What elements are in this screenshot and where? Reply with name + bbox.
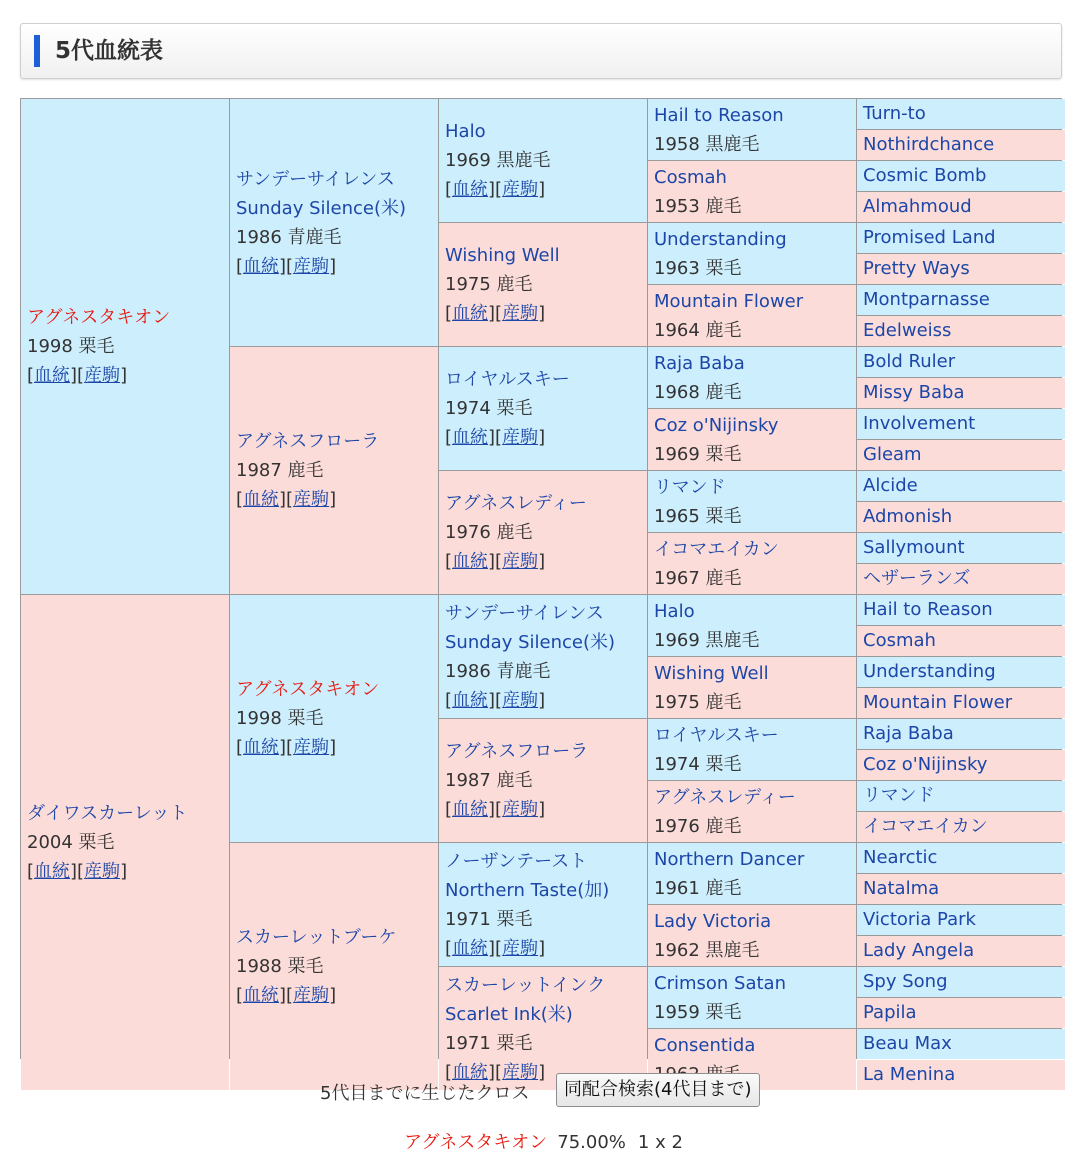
pedigree-cell-gen5 <box>857 967 1065 997</box>
horse-name-link[interactable]: Understanding <box>863 661 996 682</box>
progeny-link[interactable]: 産駒 <box>502 179 539 200</box>
pedigree-link[interactable]: 血統 <box>452 937 489 959</box>
pedigree-link[interactable]: 血統 <box>34 365 71 386</box>
pedigree-link[interactable]: 血統 <box>243 985 280 1006</box>
pedigree-cell-gen3 <box>439 223 647 346</box>
horse-name-link[interactable]: Promised Land <box>863 227 996 248</box>
pedigree-cell-gen5 <box>857 99 1065 129</box>
pedigree-cell-gen5 <box>857 347 1065 377</box>
pedigree-cell-gen4 <box>648 533 856 594</box>
pedigree-cell-gen4 <box>648 285 856 346</box>
horse-name-link[interactable]: ダイワスカーレット <box>27 803 188 824</box>
horse-name-link[interactable]: Pretty Ways <box>863 258 970 279</box>
horse-links: [血統][産駒] <box>445 551 546 572</box>
horse-birth-info: 1969 黒鹿毛 <box>445 150 551 171</box>
horse-links: [血統][産駒] <box>236 255 337 277</box>
pedigree-link[interactable]: 血統 <box>452 427 489 448</box>
pedigree-cell-gen5 <box>857 285 1065 315</box>
horse-name-link[interactable]: Consentida <box>654 1034 756 1056</box>
pedigree-cell-gen5 <box>857 719 1065 749</box>
pedigree-cell-gen3 <box>439 99 647 222</box>
horse-birth-info: 1986 青鹿毛 <box>445 660 551 682</box>
pedigree-cell-gen2 <box>230 595 438 842</box>
pedigree-cell-gen4 <box>648 161 856 222</box>
pedigree-cell-gen5 <box>857 254 1065 284</box>
pedigree-cell-gen4 <box>648 595 856 656</box>
horse-birth-info: 1987 鹿毛 <box>236 460 324 481</box>
pedigree-table <box>20 98 1062 1085</box>
pedigree-cell-gen5 <box>857 781 1065 811</box>
pedigree-link[interactable]: 血統 <box>243 255 280 277</box>
horse-name-link[interactable]: Cosmic Bomb <box>863 165 987 186</box>
horse-name-link[interactable]: Wishing Well <box>445 245 560 266</box>
pedigree-cell-gen4 <box>648 347 856 408</box>
horse-birth-info: 1987 鹿毛 <box>445 770 533 791</box>
pedigree-cell-gen3 <box>439 347 647 470</box>
pedigree-link[interactable]: 血統 <box>452 551 489 572</box>
horse-name-link[interactable]: Edelweiss <box>863 320 952 341</box>
horse-birth-info: 1958 黒鹿毛 <box>654 133 760 155</box>
pedigree-cell-gen1 <box>21 99 229 594</box>
horse-origin-name-link[interactable]: Northern Taste(加) <box>445 879 610 901</box>
pedigree-cell-gen5 <box>857 192 1065 222</box>
horse-birth-info: 1961 鹿毛 <box>654 877 742 899</box>
horse-links: [血統][産駒] <box>445 799 546 820</box>
pedigree-cell-gen3 <box>439 595 647 718</box>
horse-origin-name-link[interactable]: Scarlet Ink(米) <box>445 1003 573 1025</box>
horse-links: [血統][産駒] <box>236 985 337 1006</box>
pedigree-link[interactable]: 血統 <box>452 799 489 820</box>
pedigree-cell-gen5 <box>857 223 1065 253</box>
title-accent-bar <box>34 35 40 67</box>
progeny-link[interactable]: 産駒 <box>502 1061 539 1083</box>
horse-name-link[interactable]: スカーレットインク <box>445 974 606 996</box>
horse-birth-info: 1963 栗毛 <box>654 257 742 279</box>
horse-name-link[interactable]: Lady Victoria <box>654 910 772 932</box>
horse-name-link[interactable]: サンデーサイレンス <box>236 168 395 190</box>
progeny-link[interactable]: 産駒 <box>293 737 330 758</box>
pedigree-link[interactable]: 血統 <box>243 737 280 758</box>
pedigree-cell-gen4 <box>648 967 856 1028</box>
horse-origin-name-link[interactable]: Sunday Silence(米) <box>445 631 615 653</box>
horse-name-link[interactable]: Admonish <box>863 506 953 527</box>
horse-name-link[interactable]: Missy Baba <box>863 382 965 403</box>
horse-origin-name-link[interactable]: Sunday Silence(米) <box>236 197 406 219</box>
horse-name-link[interactable]: Montparnasse <box>863 289 990 310</box>
pedigree-cell-gen4 <box>648 99 856 160</box>
pedigree-cell-gen5 <box>857 688 1065 718</box>
horse-links: [血統][産駒] <box>236 489 337 510</box>
horse-name-link[interactable]: リマンド <box>654 476 726 498</box>
horse-name-link[interactable]: Sallymount <box>863 537 965 558</box>
horse-name-link[interactable]: Spy Song <box>863 971 948 992</box>
pedigree-cell-gen5 <box>857 564 1065 594</box>
pedigree-cell-gen5 <box>857 130 1065 160</box>
horse-name-link[interactable]: Alcide <box>863 475 918 496</box>
pedigree-cell-gen4 <box>648 471 856 532</box>
horse-links: [血統][産駒] <box>445 427 546 448</box>
progeny-link[interactable]: 産駒 <box>502 427 539 448</box>
pedigree-cell-gen4 <box>648 781 856 842</box>
pedigree-link[interactable]: 血統 <box>452 303 489 324</box>
horse-name-link[interactable]: ノーザンテースト <box>445 850 588 872</box>
progeny-link[interactable]: 産駒 <box>502 303 539 324</box>
pedigree-cell-gen3 <box>439 719 647 842</box>
pedigree-cell-gen5 <box>857 409 1065 439</box>
horse-birth-info: 1975 鹿毛 <box>445 274 533 295</box>
horse-name-link[interactable]: アグネスレディー <box>654 786 796 808</box>
pedigree-link[interactable]: 血統 <box>34 861 71 882</box>
pedigree-cell-gen5 <box>857 440 1065 470</box>
horse-birth-info: 1971 栗毛 <box>445 908 533 930</box>
horse-name-link[interactable]: Northern Dancer <box>654 848 805 870</box>
horse-name-link[interactable]: Lady Angela <box>863 940 975 961</box>
pedigree-cell-gen5 <box>857 378 1065 408</box>
horse-links: [血統][産駒] <box>445 179 546 200</box>
pedigree-link[interactable]: 血統 <box>243 489 280 510</box>
horse-name-link[interactable]: Coz o'Nijinsky <box>654 414 779 436</box>
pedigree-cell-gen5 <box>857 161 1065 191</box>
horse-name-link[interactable]: アグネスタキオン <box>236 679 380 700</box>
horse-birth-info: 1965 栗毛 <box>654 505 742 527</box>
horse-name-link[interactable]: Turn-to <box>863 103 926 124</box>
pedigree-link[interactable]: 血統 <box>452 1061 489 1083</box>
horse-birth-info: 1967 鹿毛 <box>654 567 742 589</box>
pedigree-cell-gen5 <box>857 471 1065 501</box>
horse-links: [血統][産駒] <box>236 737 337 758</box>
horse-name-link[interactable]: Victoria Park <box>863 909 976 930</box>
cross-percent: 75.00% <box>557 1132 626 1153</box>
pedigree-cell-gen4 <box>648 223 856 284</box>
pedigree-cell-gen4 <box>648 657 856 718</box>
pedigree-cell-gen5 <box>857 502 1065 532</box>
horse-birth-info: 1964 鹿毛 <box>654 319 742 341</box>
horse-links: [血統][産駒] <box>445 303 546 324</box>
horse-name-link[interactable]: ロイヤルスキー <box>445 369 570 390</box>
page-title: 5代血統表 <box>55 38 164 64</box>
cross-pattern: 1 x 2 <box>637 1132 683 1153</box>
progeny-link[interactable]: 産駒 <box>84 365 121 386</box>
horse-name-link[interactable]: Mountain Flower <box>654 290 804 312</box>
pedigree-cell-gen2 <box>230 99 438 346</box>
horse-name-link[interactable]: Bold Ruler <box>863 351 956 372</box>
horse-links: [血統][産駒] <box>27 365 128 386</box>
horse-name-link[interactable]: Halo <box>445 121 486 142</box>
horse-links: [血統][産駒] <box>27 861 128 882</box>
progeny-link[interactable]: 産駒 <box>293 489 330 510</box>
pedigree-cell-gen5 <box>857 874 1065 904</box>
horse-name-link[interactable]: Involvement <box>863 413 976 434</box>
progeny-link[interactable]: 産駒 <box>293 985 330 1006</box>
horse-name-link[interactable]: イコマエイカン <box>654 538 779 560</box>
progeny-link[interactable]: 産駒 <box>502 937 539 959</box>
horse-links: [血統][産駒] <box>445 689 546 711</box>
horse-name-link[interactable]: Gleam <box>863 444 922 465</box>
pedigree-cell-gen5 <box>857 843 1065 873</box>
horse-birth-info: 1962 黒鹿毛 <box>654 939 760 961</box>
horse-name-link[interactable]: アグネスタキオン <box>27 307 171 328</box>
horse-birth-info: 1974 栗毛 <box>654 753 742 775</box>
horse-birth-info: 1976 鹿毛 <box>445 522 533 543</box>
horse-name-link[interactable]: Raja Baba <box>654 352 745 374</box>
horse-name-link[interactable]: Mountain Flower <box>863 692 1013 713</box>
cross-result <box>404 1130 683 1156</box>
pedigree-cell-gen3 <box>439 967 647 1090</box>
progeny-link[interactable]: 産駒 <box>84 861 121 882</box>
horse-birth-info: 1998 栗毛 <box>27 336 115 357</box>
horse-name-link[interactable]: アグネスフローラ <box>236 431 380 452</box>
horse-name-link[interactable]: Understanding <box>654 228 787 250</box>
horse-birth-info: 1986 青鹿毛 <box>236 226 342 248</box>
pedigree-cell-gen5 <box>857 595 1065 625</box>
horse-birth-info: 1974 栗毛 <box>445 398 533 419</box>
horse-name-link[interactable]: Cosmah <box>654 166 727 188</box>
pedigree-link[interactable]: 血統 <box>452 179 489 200</box>
horse-name-link[interactable]: Nothirdchance <box>863 134 995 155</box>
pedigree-cell-gen4 <box>648 719 856 780</box>
progeny-link[interactable]: 産駒 <box>502 689 539 711</box>
horse-name-link[interactable]: Wishing Well <box>654 662 769 684</box>
pedigree-cell-gen4 <box>648 409 856 470</box>
horse-name-link[interactable]: Nearctic <box>863 847 938 868</box>
horse-name-link[interactable]: Halo <box>654 600 695 622</box>
horse-birth-info: 2004 栗毛 <box>27 832 115 853</box>
horse-name-link[interactable]: Hail to Reason <box>654 104 784 126</box>
horse-name-link[interactable]: アグネスフローラ <box>445 741 589 762</box>
pedigree-cell-gen4 <box>648 905 856 966</box>
horse-name-link[interactable]: Hail to Reason <box>863 599 993 620</box>
horse-birth-info: 1971 栗毛 <box>445 1032 533 1054</box>
horse-name-link[interactable]: サンデーサイレンス <box>445 602 604 624</box>
horse-birth-info: 1968 鹿毛 <box>654 381 742 403</box>
pedigree-cell-gen5 <box>857 657 1065 687</box>
same-mating-search-button[interactable]: 同配合検索(4代目まで) <box>556 1073 760 1107</box>
pedigree-cell-gen5 <box>857 626 1065 656</box>
pedigree-cell-gen2 <box>230 843 438 1090</box>
horse-birth-info: 1969 栗毛 <box>654 443 742 465</box>
horse-name-link[interactable]: Papila <box>863 1002 917 1023</box>
horse-birth-info: 1988 栗毛 <box>236 956 324 977</box>
cross-label: 5代目までに生じたクロス <box>320 1083 530 1104</box>
horse-name-link[interactable]: アグネスレディー <box>445 493 587 514</box>
pedigree-cell-gen5 <box>857 316 1065 346</box>
horse-name-link[interactable]: イコマエイカン <box>863 816 988 837</box>
horse-name-link[interactable]: Almahmoud <box>863 196 972 217</box>
horse-links: [血統][産駒] <box>445 937 546 959</box>
pedigree-cell-gen5 <box>857 533 1065 563</box>
horse-birth-info: 1976 鹿毛 <box>654 815 742 837</box>
pedigree-cell-gen5 <box>857 750 1065 780</box>
horse-birth-info: 1953 鹿毛 <box>654 195 742 217</box>
progeny-link[interactable]: 産駒 <box>293 255 330 277</box>
pedigree-cell-gen1 <box>21 595 229 1090</box>
pedigree-cell-gen5 <box>857 905 1065 935</box>
horse-name-link[interactable]: Natalma <box>863 878 940 899</box>
horse-name-link[interactable]: La Menina <box>863 1064 956 1085</box>
horse-name-link[interactable]: Cosmah <box>863 630 936 651</box>
pedigree-cell-gen4 <box>648 843 856 904</box>
pedigree-cell-gen5 <box>857 1029 1065 1059</box>
pedigree-link[interactable]: 血統 <box>452 689 489 711</box>
pedigree-cell-gen3 <box>439 471 647 594</box>
cross-horse-link[interactable]: アグネスタキオン <box>404 1132 548 1153</box>
pedigree-cell-gen5 <box>857 936 1065 966</box>
horse-name-link[interactable]: Coz o'Nijinsky <box>863 754 988 775</box>
section-header <box>20 23 1062 79</box>
horse-name-link[interactable]: リマンド <box>863 785 935 806</box>
horse-birth-info: 1969 黒鹿毛 <box>654 629 760 651</box>
horse-name-link[interactable]: ヘザーランズ <box>863 568 971 589</box>
horse-birth-info: 1998 栗毛 <box>236 708 324 729</box>
pedigree-cell-gen5 <box>857 998 1065 1028</box>
horse-links: [血統][産駒] <box>445 1061 546 1083</box>
horse-name-link[interactable]: ロイヤルスキー <box>654 724 779 746</box>
horse-name-link[interactable]: Raja Baba <box>863 723 954 744</box>
progeny-link[interactable]: 産駒 <box>502 799 539 820</box>
pedigree-cell-gen3 <box>439 843 647 966</box>
progeny-link[interactable]: 産駒 <box>502 551 539 572</box>
horse-name-link[interactable]: スカーレットブーケ <box>236 927 397 948</box>
cross-toolbar <box>0 1073 1080 1109</box>
horse-birth-info: 1959 栗毛 <box>654 1001 742 1023</box>
horse-name-link[interactable]: Crimson Satan <box>654 972 786 994</box>
horse-name-link[interactable]: Beau Max <box>863 1033 952 1054</box>
pedigree-cell-gen5 <box>857 812 1065 842</box>
pedigree-cell-gen2 <box>230 347 438 594</box>
horse-birth-info: 1975 鹿毛 <box>654 691 742 713</box>
